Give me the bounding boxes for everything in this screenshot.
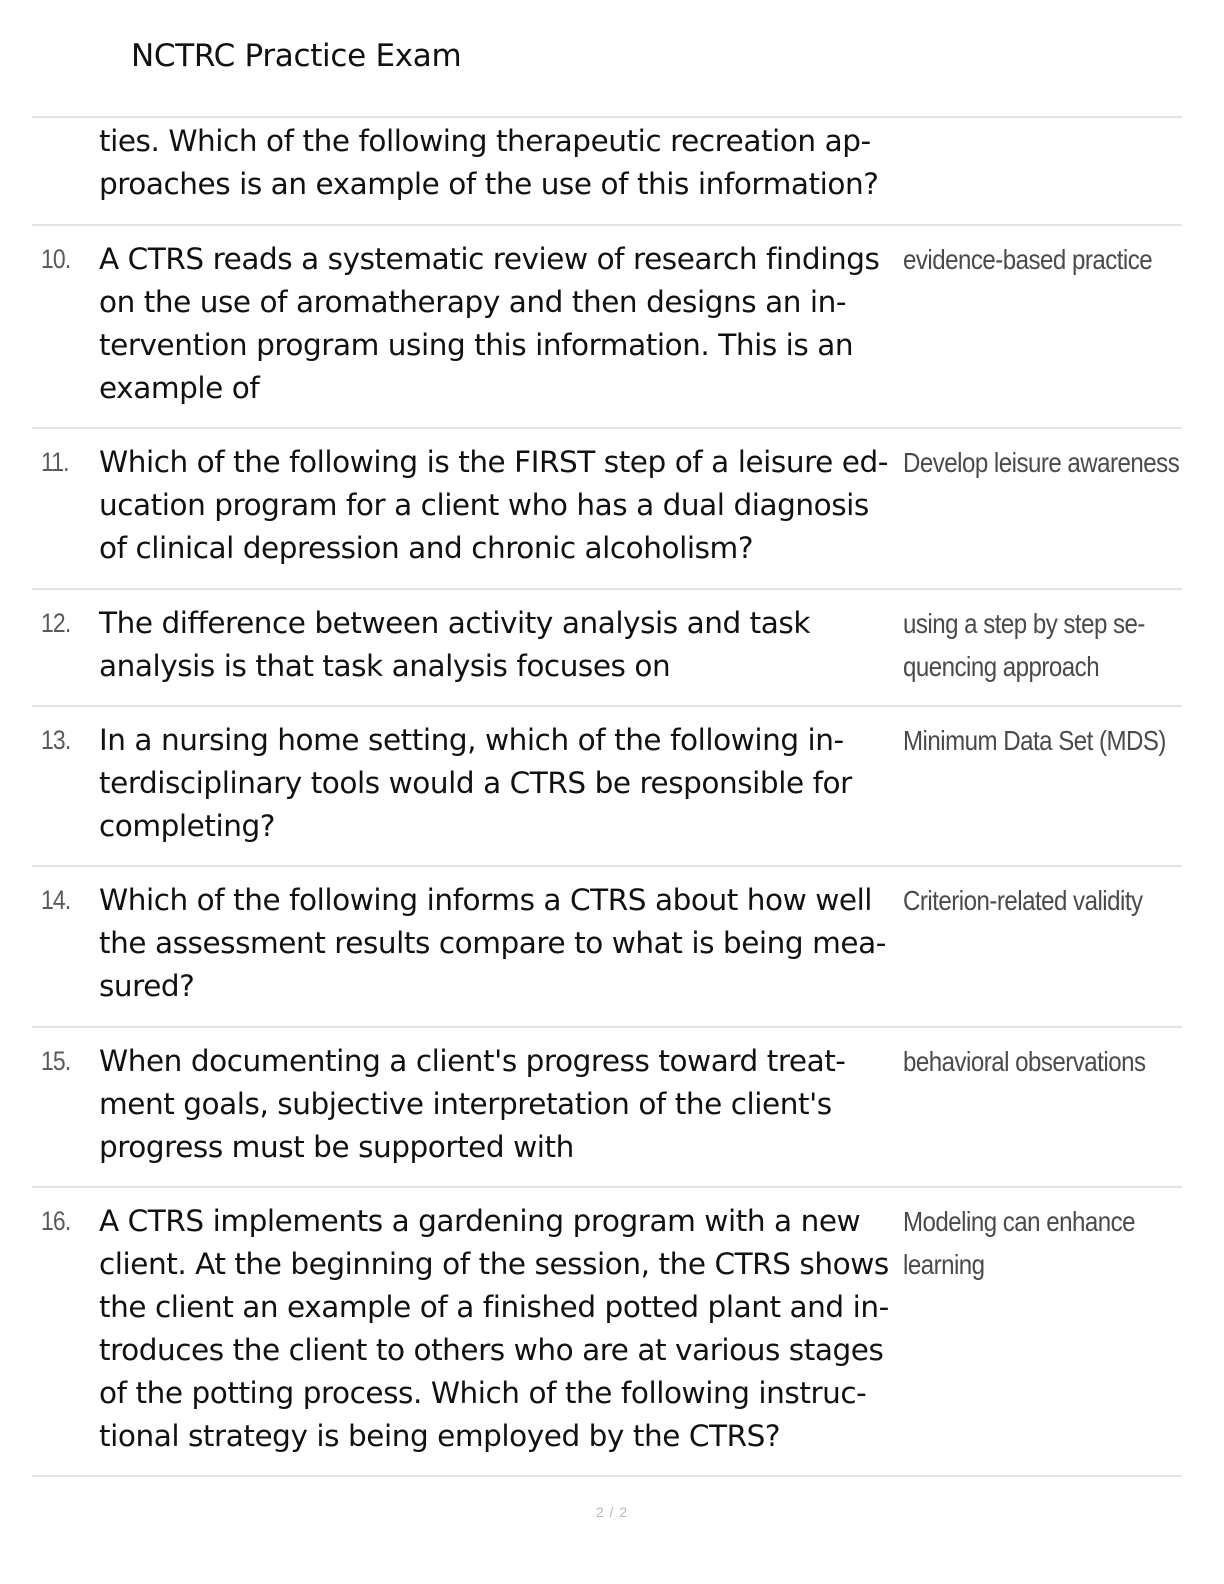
card-number: 16.	[41, 1206, 71, 1236]
card-number: 13.	[41, 725, 71, 755]
answer-text: Minimum Data Set (MDS)	[903, 725, 1166, 756]
question-text: Which of the following informs a CTRS about how well the assessment results compare to what is being mea- sured?	[99, 883, 886, 1003]
question-text: When documenting a client's progress toward treat- ment goals, subjective interpretation of the client's progress must be supported with	[99, 1044, 846, 1164]
flashcard-12	[32, 590, 1182, 707]
flashcard-continuation	[32, 118, 1182, 226]
flashcard-11	[32, 429, 1182, 590]
answer-text: behavioral observations	[903, 1046, 1146, 1077]
answer-text: evidence-based practice	[903, 244, 1153, 275]
page-number: 2 / 2	[595, 1504, 629, 1520]
question-text: ties. Which of the following therapeutic recreation ap- proaches is an example of the use of this information?	[99, 124, 879, 201]
answer-text: Criterion-related validity	[903, 885, 1143, 916]
answer-text: using a step by step se- quencing approach	[903, 608, 1145, 682]
flashcard-15	[32, 1028, 1182, 1188]
card-number: 10.	[41, 244, 71, 274]
answer-text: Develop leisure awareness	[903, 447, 1180, 478]
question-text: In a nursing home setting, which of the following in- terdisciplinary tools would a CTRS be responsible for completing?	[99, 723, 852, 843]
card-number: 14.	[41, 885, 71, 915]
flashcard-13	[32, 707, 1182, 867]
flashcard-list	[32, 116, 1182, 1477]
card-number: 11.	[41, 447, 69, 477]
card-number: 15.	[41, 1046, 71, 1076]
question-text: A CTRS reads a systematic review of research findings on the use of aromatherapy and then designs an in- tervention program using this information. This is an example of	[99, 242, 880, 405]
flashcard-14	[32, 867, 1182, 1028]
card-number: 12.	[41, 608, 71, 638]
flashcard-10	[32, 226, 1182, 429]
question-text: The difference between activity analysis and task analysis is that task analysis focuses on	[99, 606, 810, 683]
question-text: A CTRS implements a gardening program with a new client. At the beginning of the session, the CTRS shows the client an example of a finished potted plant and in- troduces the client to others who are at various stages of the potting process. Which of the following instruc- tional strategy is being employed by the CTRS?	[99, 1204, 889, 1453]
document-title: NCTRC Practice Exam	[131, 38, 462, 74]
answer-text: Modeling can enhance learning	[903, 1206, 1135, 1280]
flashcard-16	[32, 1188, 1182, 1477]
question-text: Which of the following is the FIRST step of a leisure ed- ucation program for a client who has a dual diagnosis of clinical depression and chronic alcoholism?	[99, 445, 888, 565]
